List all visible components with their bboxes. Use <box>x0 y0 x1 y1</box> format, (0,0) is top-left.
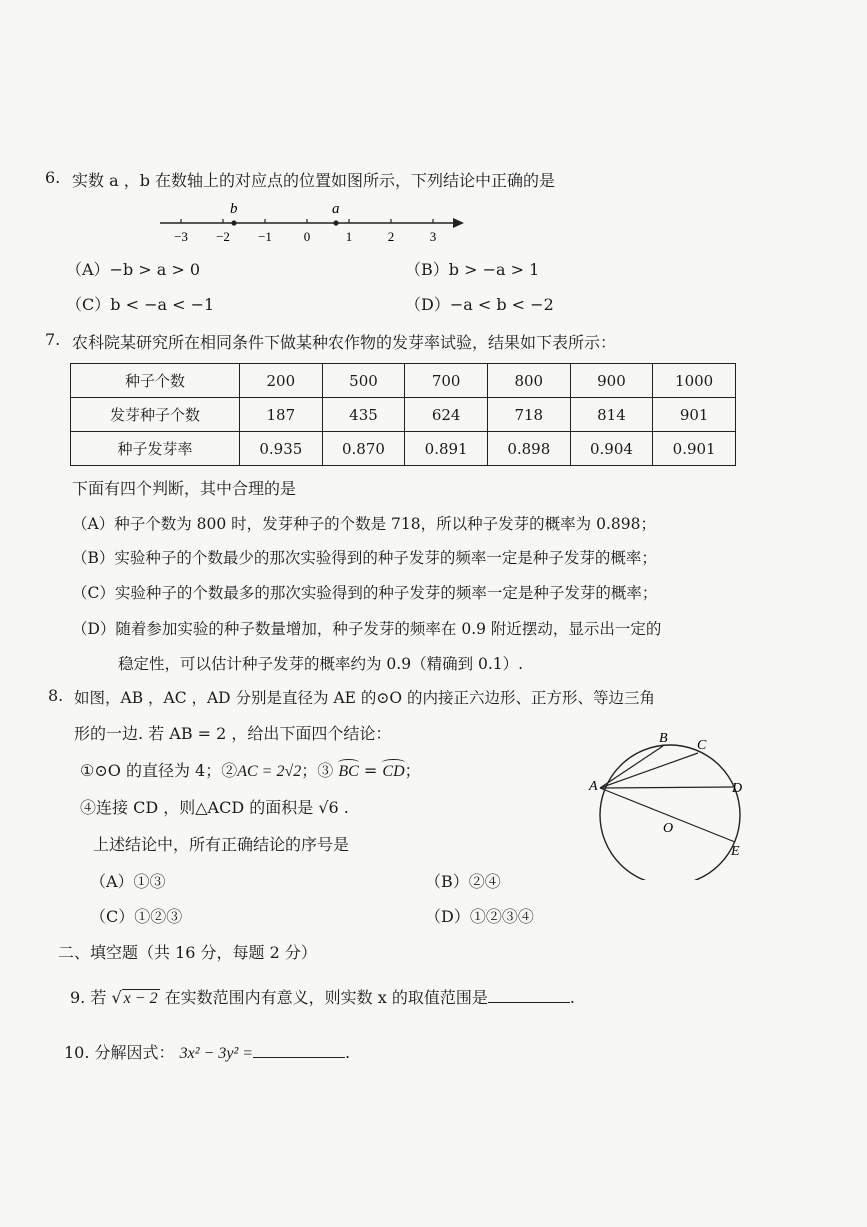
table-cell: 700 <box>405 364 488 398</box>
table-cell: 624 <box>405 398 488 432</box>
q8-option-b: （B）②④ <box>425 872 501 891</box>
q8-option-c: （C）①②③ <box>90 907 183 926</box>
q10-number: 10. <box>64 1043 90 1062</box>
table-cell: 1000 <box>653 364 736 398</box>
arc-cd: CD <box>382 763 405 780</box>
table-cell: 200 <box>240 364 323 398</box>
point-b-label: b <box>230 201 238 217</box>
q9-post: 在实数范围内有意义，则实数 x 的取值范围是 <box>164 988 488 1007</box>
q7-option-c: （C）实验种子的个数最多的那次实验得到的种子发芽的频率一定是种子发芽的概率； <box>72 584 658 602</box>
tick-label: 3 <box>429 229 437 244</box>
table-cell: 0.901 <box>653 432 736 466</box>
q10-answer-blank[interactable] <box>253 1057 345 1058</box>
number-line <box>150 195 480 250</box>
table-cell: 0.904 <box>570 432 653 466</box>
table-cell: 0.935 <box>240 432 323 466</box>
tick-label: −1 <box>258 229 272 244</box>
chord-ab <box>600 746 663 788</box>
table-cell: 500 <box>322 364 405 398</box>
q9-number: 9. <box>70 988 86 1007</box>
label-b: B <box>659 731 668 746</box>
q7-lead: 下面有四个判断，其中合理的是 <box>72 479 297 498</box>
tick-label: 2 <box>387 229 395 244</box>
label-e: E <box>731 844 740 859</box>
q8-equals: = <box>358 761 383 780</box>
tick-label: 0 <box>303 229 311 244</box>
q9-line <box>70 985 575 1008</box>
q10-pre: 分解因式： <box>94 1043 175 1062</box>
point-b-dot <box>231 220 236 225</box>
row-header: 种子个数 <box>71 364 240 398</box>
table-cell: 800 <box>487 364 570 398</box>
tick-label: −3 <box>174 229 188 244</box>
q8-line1: 如图，AB ，AC ，AD 分别是直径为 AE 的⊙O 的内接正六边形、正方形、等边三角 <box>74 689 656 707</box>
germination-table <box>70 363 736 466</box>
q8-conclusion-1: ①⊙O 的直径为 4；② <box>80 761 238 780</box>
table-row <box>71 398 736 432</box>
q7-option-d-line1: （D）随着参加实验的种子数量增加，种子发芽的频率在 0.9 附近摆动，显示出一定的 <box>72 620 662 638</box>
q6-option-c: （C）b < −a < −1 <box>66 295 215 314</box>
q8-ask: 上述结论中，所有正确结论的序号是 <box>93 835 350 854</box>
circle-o <box>600 745 743 880</box>
q7-number: 7. <box>45 330 61 349</box>
label-d: D <box>732 781 743 796</box>
q8-option-d: （D）①②③④ <box>425 907 534 926</box>
q10-end: . <box>345 1043 351 1062</box>
tick-label: 1 <box>345 229 353 244</box>
sqrt-sign: √ <box>111 988 122 1007</box>
table-cell: 900 <box>570 364 653 398</box>
table-row <box>71 364 736 398</box>
q8-line2: 形的一边. 若 AB = 2 ，给出下面四个结论： <box>74 724 392 743</box>
row-header: 发芽种子个数 <box>71 398 240 432</box>
q6-option-b: （B）b > −a > 1 <box>405 260 540 279</box>
q8-option-a: （A）①③ <box>90 872 166 891</box>
circle-figure <box>585 730 755 880</box>
q6-option-d: （D）−a < b < −2 <box>405 295 554 314</box>
table-row <box>71 432 736 466</box>
q8-conclusions-line <box>80 758 421 781</box>
q7-option-b: （B）实验种子的个数最少的那次实验得到的种子发芽的频率一定是种子发芽的概率； <box>72 549 657 567</box>
table-cell: 0.891 <box>405 432 488 466</box>
q9-answer-blank[interactable] <box>488 1002 570 1003</box>
q8-conclusion-3-prefix: ；③ <box>301 761 339 780</box>
label-c: C <box>697 738 707 753</box>
q8-number: 8. <box>48 686 64 705</box>
chord-ac <box>600 753 698 788</box>
tick-label: −2 <box>216 229 230 244</box>
q9-pre: 若 <box>90 988 107 1007</box>
q9-end: . <box>569 988 575 1007</box>
q7-option-d-line2: 稳定性，可以估计种子发芽的概率约为 0.9（精确到 0.1）. <box>118 655 524 673</box>
table-cell: 0.898 <box>487 432 570 466</box>
table-cell: 0.870 <box>322 432 405 466</box>
label-o: O <box>663 821 674 836</box>
table-cell: 435 <box>322 398 405 432</box>
q8-conclusion-4: ④连接 CD ，则△ACD 的面积是 √6 . <box>80 798 349 817</box>
table-cell: 187 <box>240 398 323 432</box>
table-cell: 901 <box>653 398 736 432</box>
row-header: 种子发芽率 <box>71 432 240 466</box>
section-2-heading: 二、填空题（共 16 分，每题 2 分） <box>58 943 317 962</box>
q8-conclusion-2: AC = 2√2 <box>237 763 302 780</box>
table-cell: 814 <box>570 398 653 432</box>
q9-radicand: x − 2 <box>123 990 158 1007</box>
q10-expression: 3x² − 3y² = <box>179 1045 254 1062</box>
label-a: A <box>589 779 598 794</box>
point-a-dot <box>333 220 338 225</box>
arc-bc: BC <box>338 763 359 780</box>
number-line-arrow <box>453 218 464 228</box>
q8-semicolon: ； <box>404 761 421 780</box>
q7-option-a: （A）种子个数为 800 时，发芽种子的个数是 718，所以种子发芽的概率为 0.898； <box>72 515 656 533</box>
table-cell: 718 <box>487 398 570 432</box>
q6-option-a: （A）−b > a > 0 <box>66 260 201 279</box>
chord-ad <box>600 787 733 788</box>
q10-line <box>64 1040 350 1063</box>
q6-number: 6. <box>45 168 61 187</box>
point-a-label: a <box>332 201 340 217</box>
q7-prompt: 农科院某研究所在相同条件下做某种农作物的发芽率试验，结果如下表所示： <box>72 333 617 352</box>
q6-prompt: 实数 a ，b 在数轴上的对应点的位置如图所示，下列结论中正确的是 <box>72 171 556 190</box>
